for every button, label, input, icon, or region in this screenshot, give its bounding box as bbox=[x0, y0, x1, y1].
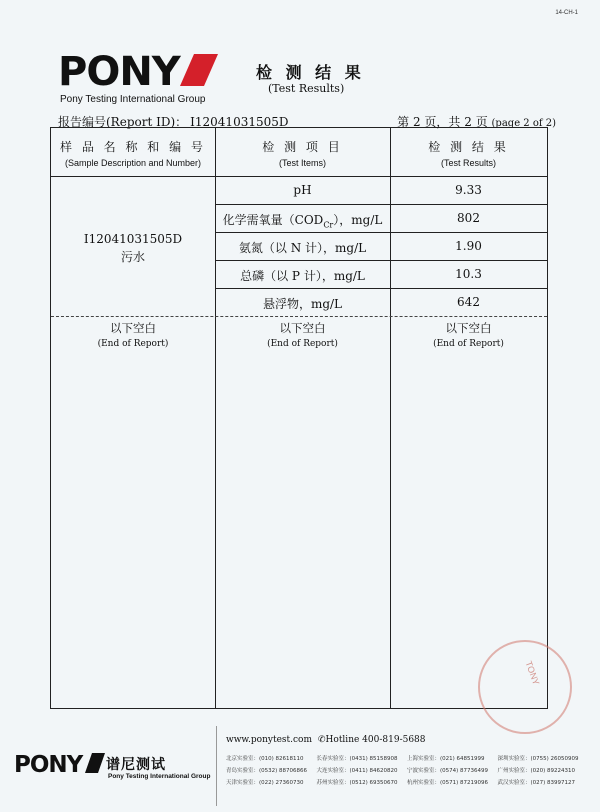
test-item: 总磷（以 P 计），mg/L bbox=[240, 269, 365, 283]
end-of-report: 以下空白 (End of Report) bbox=[433, 321, 504, 349]
header-divider bbox=[51, 176, 547, 177]
page-title: 检 测 结 果 bbox=[256, 63, 365, 82]
phone-icon: ✆ bbox=[318, 735, 326, 745]
footer-hotline: ✆Hotline 400-819-5688 bbox=[318, 735, 426, 745]
footer-divider bbox=[216, 726, 217, 806]
seal-stamp-icon bbox=[478, 640, 572, 734]
lab-contact: 青岛实验室：(0532) 88706866 bbox=[226, 768, 308, 774]
footer-logo-text: PONY bbox=[14, 752, 83, 774]
lab-contact: 武汉实验室：(027) 83997127 bbox=[497, 780, 576, 786]
lab-contact: 宁波实验室：(0574) 87736499 bbox=[407, 768, 489, 774]
lab-contact: 北京实验室：(010) 82618110 bbox=[226, 756, 304, 762]
test-item: 氨氮（以 N 计），mg/L bbox=[238, 241, 367, 255]
end-of-report: 以下空白 (End of Report) bbox=[97, 321, 169, 349]
test-item: 悬浮物，mg/L bbox=[262, 297, 343, 311]
logo-subtitle: Pony Testing International Group bbox=[60, 94, 206, 105]
col-header-items: 检 测 项 目 (Test Items) bbox=[262, 140, 343, 168]
test-value: 10.3 bbox=[455, 267, 482, 281]
lab-contact: 大连实验室：(0411) 84620820 bbox=[316, 768, 398, 774]
footer-logo-stripe-icon bbox=[85, 753, 105, 773]
col-header-sample: 样 品 名 称 和 编 号 (Sample Description and Number) bbox=[60, 140, 206, 168]
stamp-text: TONY bbox=[523, 659, 542, 687]
footer-website[interactable]: www.ponytest.com bbox=[226, 735, 312, 745]
lab-contact: 长春实验室：(0431) 85158908 bbox=[316, 756, 398, 762]
test-value: 9.33 bbox=[455, 183, 482, 197]
sample-cell bbox=[51, 232, 215, 265]
footer-pony-logo bbox=[14, 752, 106, 774]
test-item: 化学需氧量$(COD_{Cr})$，mg/L bbox=[222, 213, 383, 230]
lab-contact: 深圳实验室：(0755) 26050909 bbox=[497, 756, 579, 762]
page-number-en: (page 2 of 2) bbox=[491, 118, 556, 129]
logo-red-stripe-icon bbox=[180, 54, 218, 86]
pony-logo bbox=[58, 52, 220, 88]
form-code: 14-CH-1 bbox=[555, 10, 578, 16]
col-header-results: 检 测 结 果 (Test Results) bbox=[428, 140, 509, 168]
lab-contact-list bbox=[226, 754, 586, 786]
pony-logo-text: PONY bbox=[58, 52, 180, 88]
test-value: 1.90 bbox=[455, 239, 482, 253]
test-item: pH bbox=[293, 183, 312, 197]
end-of-report: 以下空白 (End of Report) bbox=[267, 321, 338, 349]
lab-contact: 杭州实验室：(0571) 87219096 bbox=[407, 780, 489, 786]
page-number-cn: 第 2 页，共 2 页 bbox=[397, 115, 488, 129]
lab-contact: 上海实验室：(021) 64851999 bbox=[407, 756, 485, 762]
report-id-value: I12041031505D bbox=[190, 115, 289, 129]
page-title-en: (Test Results) bbox=[268, 82, 345, 95]
sample-id: I12041031505D bbox=[83, 232, 183, 246]
lab-contact: 天津实验室：(022) 27360730 bbox=[226, 780, 304, 786]
test-value: 802 bbox=[457, 211, 480, 225]
lab-contact: 广州实验室：(020) 89224310 bbox=[497, 768, 576, 774]
footer-company-en: Pony Testing International Group bbox=[108, 773, 211, 780]
sample-type: 污水 bbox=[120, 250, 145, 264]
lab-contact: 苏州实验室：(0512) 69350670 bbox=[316, 780, 398, 786]
results-table bbox=[50, 127, 548, 709]
test-value: 642 bbox=[457, 295, 480, 309]
footer-company-cn: 谱尼测试 bbox=[106, 757, 166, 773]
report-id-label: 报告编号(Report ID)： bbox=[58, 115, 188, 129]
end-divider bbox=[51, 316, 547, 317]
